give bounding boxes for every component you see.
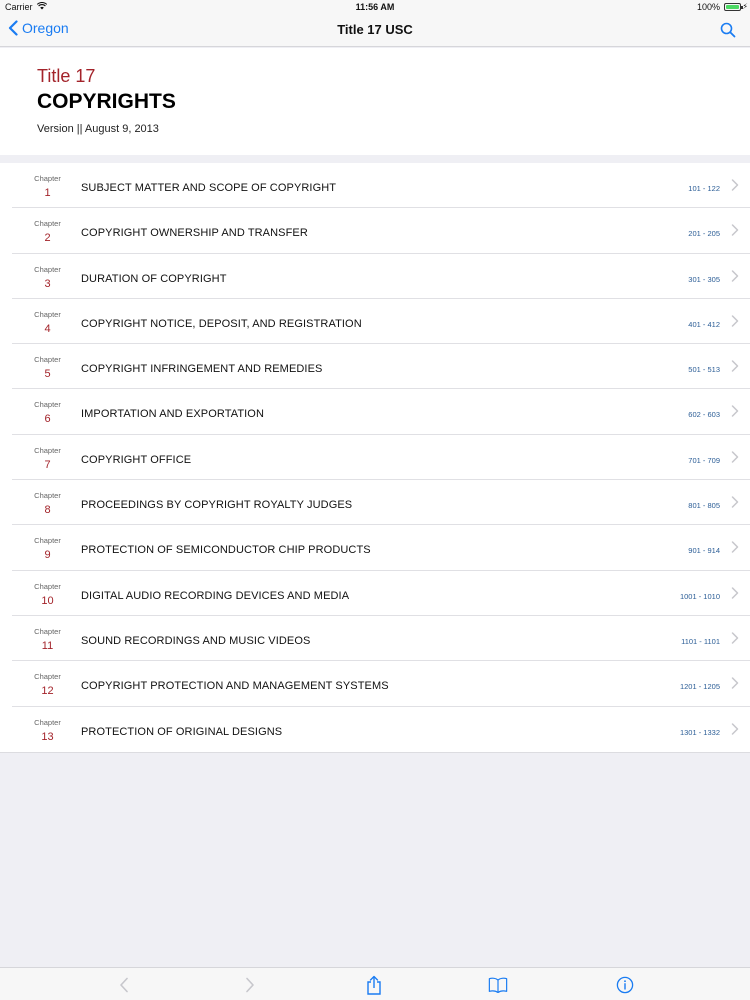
forward-arrow-icon bbox=[245, 977, 255, 993]
section-separator bbox=[0, 155, 750, 163]
chevron-right-icon bbox=[731, 632, 739, 644]
chapter-label: Chapter bbox=[34, 626, 61, 636]
chapter-title: DURATION OF COPYRIGHT bbox=[81, 272, 227, 285]
chapter-row-10[interactable] bbox=[0, 571, 750, 616]
chapter-label: Chapter bbox=[34, 355, 61, 365]
chevron-right-icon bbox=[731, 179, 739, 191]
section-range: 101 - 122 bbox=[688, 184, 720, 193]
section-range: 1101 - 1101 bbox=[681, 636, 720, 646]
title-number: Title 17 bbox=[37, 66, 96, 86]
chapter-row-13[interactable] bbox=[0, 707, 750, 752]
share-button[interactable] bbox=[364, 975, 384, 995]
chapter-title: COPYRIGHT NOTICE, DEPOSIT, AND REGISTRATION bbox=[81, 317, 362, 330]
chapter-label: Chapter bbox=[34, 309, 61, 319]
chevron-right-icon bbox=[731, 360, 739, 372]
chapter-label: Chapter bbox=[34, 219, 61, 229]
chevron-right-icon bbox=[731, 541, 739, 553]
chapter-title: PROTECTION OF SEMICONDUCTOR CHIP PRODUCTS bbox=[81, 544, 371, 557]
chapter-title: DIGITAL AUDIO RECORDING DEVICES AND MEDIA bbox=[81, 589, 350, 602]
chevron-right-icon bbox=[731, 496, 739, 508]
chapter-label: Chapter bbox=[34, 581, 61, 591]
chapter-number: 6 bbox=[44, 413, 51, 426]
chapter-number: 4 bbox=[44, 322, 51, 335]
previous-button[interactable] bbox=[114, 975, 134, 995]
chapter-row-7[interactable] bbox=[0, 435, 750, 480]
chapter-row-11[interactable] bbox=[0, 616, 750, 661]
section-range: 501 - 513 bbox=[688, 365, 720, 375]
next-button[interactable] bbox=[240, 975, 260, 995]
chapter-row-6[interactable] bbox=[0, 389, 750, 434]
section-range: 301 - 305 bbox=[688, 274, 720, 284]
title-name: COPYRIGHTS bbox=[37, 90, 176, 113]
section-range: 201 - 205 bbox=[688, 229, 720, 239]
chapter-label: Chapter bbox=[34, 491, 61, 501]
charging-icon: ⚡ bbox=[742, 2, 748, 11]
chapter-title: COPYRIGHT OWNERSHIP AND TRANSFER bbox=[81, 227, 308, 240]
chapter-number: 2 bbox=[44, 232, 51, 245]
status-time: 11:56 AM bbox=[355, 2, 395, 12]
chapter-title: SUBJECT MATTER AND SCOPE OF COPYRIGHT bbox=[81, 182, 337, 194]
section-range: 602 - 603 bbox=[688, 410, 720, 420]
section-range: 901 - 914 bbox=[688, 546, 720, 556]
title-header bbox=[0, 48, 750, 155]
chapter-label: Chapter bbox=[34, 536, 61, 546]
section-range: 401 - 412 bbox=[688, 319, 720, 329]
chapter-title: COPYRIGHT OFFICE bbox=[81, 453, 192, 466]
chevron-right-icon bbox=[731, 315, 739, 327]
section-range: 1001 - 1010 bbox=[679, 591, 720, 601]
battery-icon bbox=[724, 3, 741, 11]
info-button[interactable] bbox=[615, 975, 635, 995]
chevron-right-icon bbox=[731, 224, 739, 236]
chapter-row-3[interactable] bbox=[0, 254, 750, 299]
chapter-number: 11 bbox=[41, 639, 54, 652]
chapter-label: Chapter bbox=[34, 174, 61, 183]
carrier-label: Carrier bbox=[5, 2, 33, 12]
chevron-right-icon bbox=[731, 451, 739, 463]
search-icon bbox=[720, 22, 736, 38]
chapter-label: Chapter bbox=[34, 400, 61, 410]
section-range: 1301 - 1332 bbox=[679, 727, 720, 737]
search-button[interactable] bbox=[720, 22, 736, 38]
chevron-right-icon bbox=[731, 677, 739, 689]
chapter-number: 13 bbox=[41, 730, 54, 743]
bookmarks-button[interactable] bbox=[488, 975, 508, 995]
version-label: Version || August 9, 2013 bbox=[37, 123, 159, 135]
chapter-number: 7 bbox=[44, 458, 51, 471]
chapter-title: IMPORTATION AND EXPORTATION bbox=[81, 408, 264, 421]
chapter-row-2[interactable] bbox=[0, 208, 750, 253]
chapter-label: Chapter bbox=[34, 672, 61, 682]
bottom-toolbar bbox=[0, 967, 750, 1000]
chapter-number: 1 bbox=[44, 187, 51, 199]
chapter-row-1[interactable] bbox=[0, 163, 750, 208]
battery-percent: 100% bbox=[696, 2, 720, 12]
chapter-title: PROCEEDINGS BY COPYRIGHT ROYALTY JUDGES bbox=[81, 499, 353, 512]
chapter-title: PROTECTION OF ORIGINAL DESIGNS bbox=[81, 725, 283, 738]
chapter-title: COPYRIGHT INFRINGEMENT AND REMEDIES bbox=[81, 363, 323, 376]
chapter-title: COPYRIGHT PROTECTION AND MANAGEMENT SYSTEMS bbox=[81, 680, 389, 693]
chapter-label: Chapter bbox=[34, 717, 61, 727]
chapter-title: SOUND RECORDINGS AND MUSIC VIDEOS bbox=[81, 634, 311, 647]
chapter-number: 8 bbox=[44, 504, 51, 517]
chapter-row-4[interactable] bbox=[0, 299, 750, 344]
section-range: 701 - 709 bbox=[688, 455, 720, 465]
chapter-number: 10 bbox=[41, 594, 54, 607]
chapter-list bbox=[0, 163, 750, 753]
navigation-bar bbox=[0, 14, 750, 47]
chevron-right-icon bbox=[731, 405, 739, 417]
chapter-number: 5 bbox=[44, 368, 51, 381]
book-icon bbox=[488, 976, 508, 994]
section-range: 801 - 805 bbox=[688, 501, 720, 511]
chevron-right-icon bbox=[731, 587, 739, 599]
chevron-right-icon bbox=[731, 270, 739, 282]
chapter-number: 9 bbox=[44, 549, 51, 562]
chapter-label: Chapter bbox=[34, 264, 61, 274]
page-title: Title 17 USC bbox=[337, 22, 413, 37]
share-icon bbox=[366, 975, 382, 995]
back-arrow-icon bbox=[119, 977, 129, 993]
chapter-row-9[interactable] bbox=[0, 525, 750, 570]
back-button-label: Oregon bbox=[22, 20, 69, 36]
info-icon bbox=[616, 976, 634, 994]
chapter-number: 12 bbox=[41, 685, 54, 698]
chapter-row-8[interactable] bbox=[0, 480, 750, 525]
chapter-row-5[interactable] bbox=[0, 344, 750, 389]
status-bar bbox=[0, 0, 750, 14]
chapter-label: Chapter bbox=[34, 445, 61, 455]
chevron-right-icon bbox=[731, 723, 739, 735]
chapter-row-12[interactable] bbox=[0, 661, 750, 706]
section-range: 1201 - 1205 bbox=[679, 682, 720, 692]
chapter-number: 3 bbox=[44, 277, 51, 290]
